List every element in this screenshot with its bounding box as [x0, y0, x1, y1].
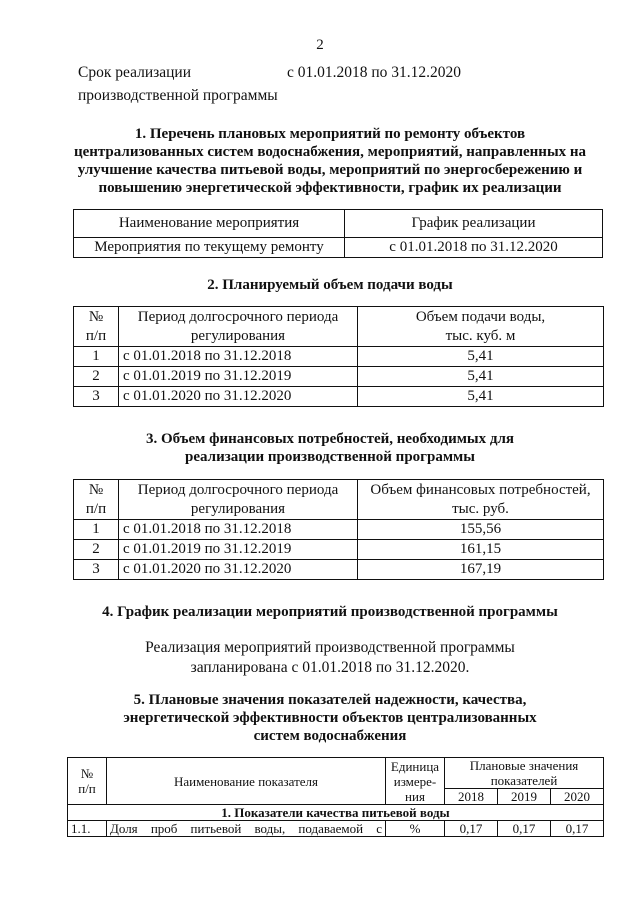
row-period: с 01.01.2020 по 31.12.2020: [119, 560, 358, 580]
table-row: [74, 540, 604, 560]
page-number: 2: [316, 37, 324, 53]
row-number: 3: [74, 387, 119, 407]
section5-title-line: 5. Плановые значения показателей надежности, качества,: [133, 692, 527, 708]
measure-name: Мероприятия по текущему ремонту: [74, 238, 345, 258]
indicators-table: [67, 757, 604, 837]
header-period: Период долгосрочного периода регулирования: [119, 480, 358, 520]
row-period: с 01.01.2019 по 31.12.2019: [119, 367, 358, 387]
section5-title-line: систем водоснабжения: [253, 728, 407, 744]
financial-needs-table: [73, 479, 604, 580]
header-measure-name: Наименование мероприятия: [74, 210, 345, 238]
row-period: с 01.01.2018 по 31.12.2018: [119, 520, 358, 540]
row-value: 5,41: [358, 387, 604, 407]
row-value: 0,17: [445, 821, 498, 837]
section3-title-line: 3. Объем финансовых потребностей, необходимых для: [145, 431, 515, 447]
header-indicator-name: Наименование показателя: [107, 758, 386, 805]
row-value: 161,15: [358, 540, 604, 560]
header-unit: Единица измере- ния: [386, 758, 445, 805]
period-label-line1: Срок реализации: [78, 64, 191, 81]
row-period: с 01.01.2019 по 31.12.2019: [119, 540, 358, 560]
table-row: [68, 821, 604, 837]
section1-title: [70, 125, 590, 197]
row-unit: %: [386, 821, 445, 837]
measures-table: [73, 209, 603, 258]
header-number: № п/п: [74, 307, 119, 347]
row-value: 167,19: [358, 560, 604, 580]
group-title: 1. Показатели качества питьевой воды: [68, 805, 604, 821]
row-value: 5,41: [358, 347, 604, 367]
row-indicator-name: Доля проб питьевой воды, подаваемой с: [107, 821, 386, 837]
measure-schedule: с 01.01.2018 по 31.12.2020: [345, 238, 603, 258]
header-volume: Объем подачи воды, тыс. куб. м: [358, 307, 604, 347]
table-row: [74, 520, 604, 540]
section4-text-line: запланирована с 01.01.2018 по 31.12.2020.: [190, 659, 470, 676]
section4-text: [100, 638, 560, 678]
section1-title-line: улучшение качества питьевой воды, мероприятий по энергосбережению и: [77, 162, 583, 178]
program-period: с 01.01.2018 по 31.12.2020: [287, 64, 462, 81]
row-value: 0,17: [498, 821, 551, 837]
row-value: 155,56: [358, 520, 604, 540]
table-row: [74, 387, 604, 407]
section1-title-line: централизованных систем водоснабжения, мероприятий, направленных на: [73, 144, 587, 160]
table-row: [74, 367, 604, 387]
header-period: Период долгосрочного периода регулирования: [119, 307, 358, 347]
header-number: № п/п: [74, 480, 119, 520]
table-row: [74, 560, 604, 580]
row-number: 1: [74, 347, 119, 367]
header-number: № п/п: [68, 758, 107, 805]
section4-title: 4. График реализации мероприятий производственной программы: [102, 604, 558, 620]
period-label-line2: производственной программы: [78, 87, 278, 104]
header-year: 2020: [551, 789, 604, 805]
section3-title-line: реализации производственной программы: [185, 449, 475, 465]
row-period: с 01.01.2020 по 31.12.2020: [119, 387, 358, 407]
table-row: [74, 347, 604, 367]
section1-title-line: 1. Перечень плановых мероприятий по ремонту объектов: [134, 126, 526, 142]
row-value: 5,41: [358, 367, 604, 387]
header-year: 2018: [445, 789, 498, 805]
header-financial: Объем финансовых потребностей, тыс. руб.: [358, 480, 604, 520]
section4-text-line: Реализация мероприятий производственной программы: [145, 639, 515, 656]
water-volume-table: [73, 306, 604, 407]
row-number: 1.1.: [68, 821, 107, 837]
section1-title-line: повышению энергетической эффективности, график их реализации: [98, 180, 562, 196]
row-number: 2: [74, 367, 119, 387]
section5-title: [70, 691, 590, 745]
section5-title-line: энергетической эффективности объектов централизованных: [123, 710, 537, 726]
section3-title: [70, 430, 590, 466]
header-plan-values: Плановые значения показателей: [445, 758, 604, 789]
row-value: 0,17: [551, 821, 604, 837]
row-number: 1: [74, 520, 119, 540]
row-number: 3: [74, 560, 119, 580]
section2-title: 2. Планируемый объем подачи воды: [207, 277, 453, 293]
header-schedule: График реализации: [345, 210, 603, 238]
row-number: 2: [74, 540, 119, 560]
header-year: 2019: [498, 789, 551, 805]
row-period: с 01.01.2018 по 31.12.2018: [119, 347, 358, 367]
